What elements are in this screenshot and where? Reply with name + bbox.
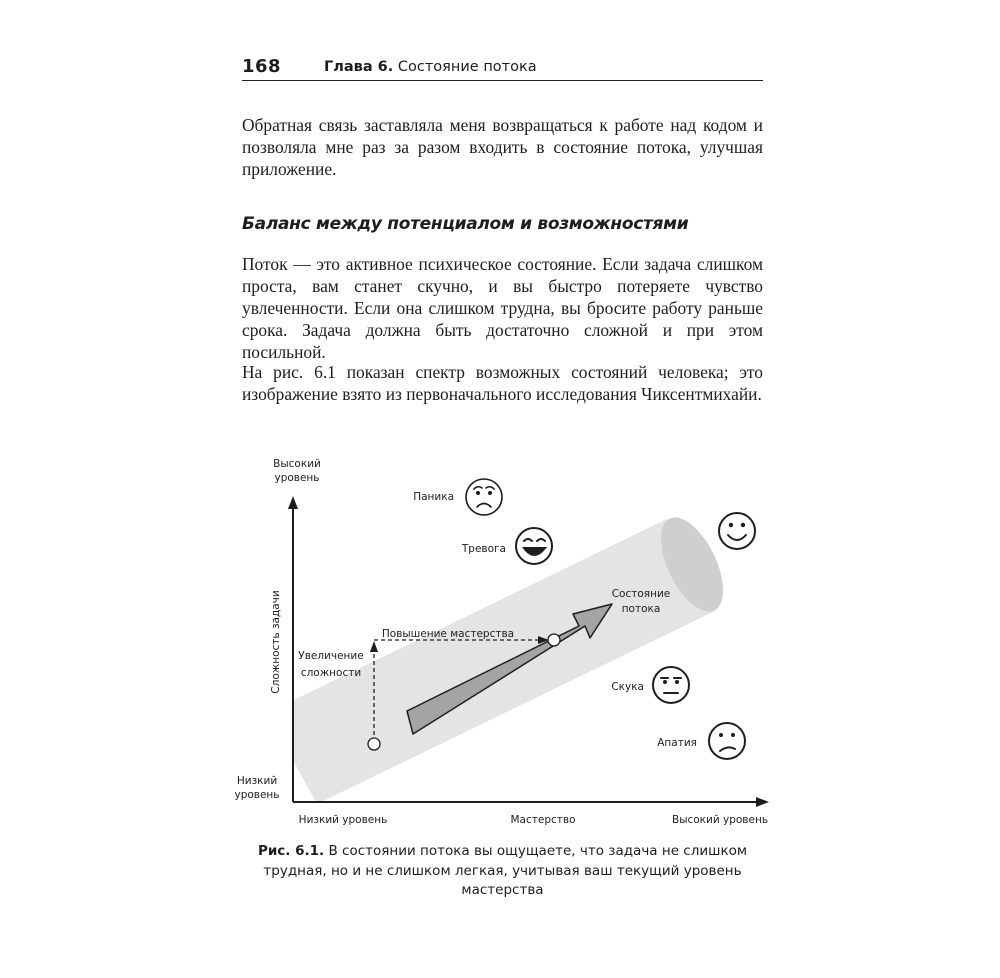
flow-label-line2: потока xyxy=(621,603,661,615)
x-axis-title: Мастерство xyxy=(510,814,576,826)
x-high-label: Высокий уровень xyxy=(671,814,769,826)
boredom-label: Скука xyxy=(611,681,644,693)
apathy-label: Апатия xyxy=(657,737,697,749)
chapter-label: Глава 6. xyxy=(324,59,394,75)
bored-face-icon xyxy=(653,667,689,703)
paragraph-feedback: Обратная связь заставляла меня возвращаться к работе над кодом и позволяла мне раз за разом входить в состояние потока, улучшая приложение. xyxy=(242,115,763,179)
paragraph-flow-definition: Поток — это активное психическое состояние. Если задача слишком проста, вам станет скучно, и вы быстро потеряете чувство увлеченности. Если она слишком трудна, вы бросите работу раньше срока. Задача должна быть достаточно сложной и при этом посильной. xyxy=(242,254,763,362)
complexity-increase-label-line2: сложности xyxy=(300,667,362,679)
paragraph-figure-reference: На рис. 6.1 показан спектр возможных состояний человека; это изображение взято из первоначального исследования Чиксентмихайи. xyxy=(242,362,763,404)
sad-face-icon xyxy=(709,723,745,759)
y-low-label-line2: уровень xyxy=(234,789,280,801)
start-point xyxy=(368,738,380,750)
caption-label: Рис. 6.1. xyxy=(257,843,325,859)
panic-label: Паника xyxy=(413,491,454,503)
grimace-face-icon xyxy=(516,528,552,564)
page-number: 168 xyxy=(242,56,282,77)
y-high-label-line1: Высокий xyxy=(273,458,321,470)
x-low-label: Низкий уровень xyxy=(298,814,388,826)
smiling-face-icon xyxy=(719,513,755,549)
mastery-increase-label: Повышение мастерства xyxy=(381,628,515,640)
worried-face-icon xyxy=(466,479,502,515)
anxiety-label: Тревога xyxy=(461,543,506,555)
complexity-increase-label-line1: Увеличение xyxy=(298,650,364,662)
section-heading: Баланс между потенциалом и возможностями xyxy=(242,214,689,234)
figure-caption xyxy=(242,842,763,901)
flow-label-line1: Состояние xyxy=(611,588,671,600)
y-low-label-line1: Низкий xyxy=(236,775,278,787)
y-axis-title: Сложность задачи xyxy=(270,590,282,694)
chapter-title: Состояние потока xyxy=(397,59,537,75)
y-high-label-line2: уровень xyxy=(274,472,320,484)
end-point xyxy=(548,634,560,646)
caption-text: В состоянии потока вы ощущаете, что задача не слишком трудная, но и не слишком легкая, учитывая ваш текущий уровень мастерства xyxy=(263,843,748,898)
